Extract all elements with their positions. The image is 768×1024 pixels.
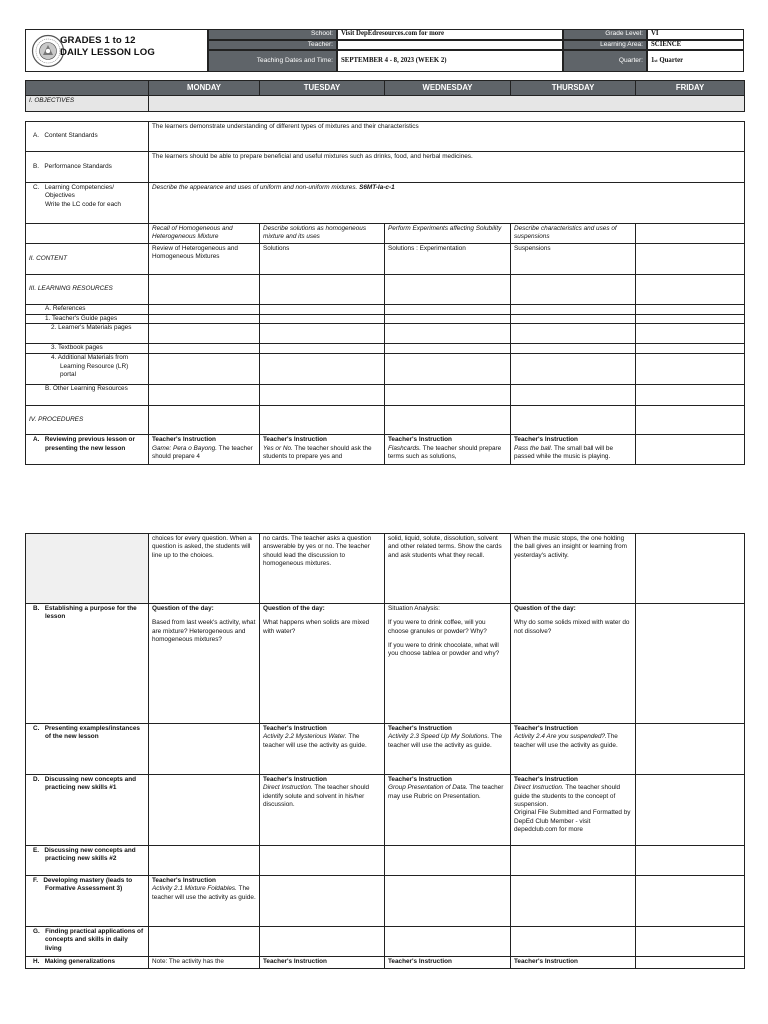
discussing-1-wednesday-activity: Group Presentation of Data. [388,784,468,792]
quarter-word: Quarter [657,56,684,64]
references-thursday[interactable] [511,305,636,315]
reviewing-wednesday-activity: Flashcards. [388,444,422,452]
discussing-1-thursday[interactable] [511,775,636,846]
proc-monday[interactable] [149,406,260,435]
learning-competencies-value[interactable] [149,183,745,224]
am-monday[interactable] [149,354,260,385]
reviewing-thursday-part1[interactable] [511,435,636,465]
reviewing-tuesday-part1[interactable] [260,435,385,465]
question-of-day-heading: Question of the day: [152,605,214,612]
generalizations-monday[interactable]: Note: The activity has the [149,957,260,969]
quarter-number: 1 [651,56,655,64]
learning-competencies-text: Learning Competencies/ Objectives [44,184,115,200]
content-standards-letter: A. [33,132,40,140]
proc-friday[interactable] [636,406,745,435]
day-header-monday: MONDAY [149,81,260,96]
row-establishing-purpose [26,604,745,724]
grade-label: Grade Level: [563,29,647,40]
purpose-wednesday-q1: If you were to drink coffee, will you choose granules or powder? Why? [388,619,487,635]
reviewing-lesson-label [26,435,149,465]
tb-thursday[interactable] [511,344,636,354]
generalizations-thursday[interactable]: Teacher's Instruction [511,957,636,969]
resources-monday[interactable] [149,275,260,305]
row-generalizations [26,957,745,969]
presenting-examples-letter: C. [33,725,40,732]
title-line-2: DAILY LESSON LOG [60,46,155,58]
developing-mastery-text: Developing mastery (leads to Formative Assessment 3) [43,877,133,893]
reviewing-wednesday-part1[interactable] [385,435,511,465]
discussing-1-thursday-text: The teacher should guide the students to the concept of suspension. [514,784,621,808]
learning-competencies-label [26,183,149,224]
purpose-thursday[interactable] [511,604,636,724]
reviewing-thursday-part2[interactable]: When the music stops, the one holding the ball gives an insight or learning from yesterday's activity. [511,534,636,604]
purpose-friday[interactable] [636,604,745,724]
row-content [26,244,745,275]
reviewing-monday-part1[interactable] [149,435,260,465]
lesson-table-page-1 [25,80,745,112]
area-label: Learning Area: [563,40,647,50]
proc-tuesday[interactable] [260,406,385,435]
discussing-1-monday[interactable] [149,775,260,846]
learners-materials-label: 2. Learner's Materials pages [26,324,149,344]
reviewing-thursday-activity: Pass the ball. [514,444,553,452]
purpose-tuesday[interactable] [260,604,385,724]
discussing-1-tuesday-text: The teacher should identify solute and solvent in his/her discussion. [263,784,370,808]
reviewing-thursday-text: The small ball will be passed while the music is playing. [514,444,613,460]
presenting-friday[interactable] [636,724,745,775]
teachers-guide-label: 1. Teacher's Guide pages [26,315,149,324]
reviewing-lesson-letter: A. [33,436,40,444]
resources-friday[interactable] [636,275,745,305]
resources-tuesday[interactable] [260,275,385,305]
presenting-thursday-text: The teacher will use the activity as guide. [514,733,618,749]
tb-tuesday[interactable] [260,344,385,354]
discussing-2-letter: E. [33,847,40,854]
content-wednesday[interactable]: Solutions : Experimentation [385,244,511,275]
objective-tuesday[interactable]: Describe solutions as homogeneous mixture and its uses [260,224,385,244]
establishing-purpose-text: Establishing a purpose for the lesson [44,605,137,621]
lm-monday[interactable] [149,324,260,344]
title-line-1: GRADES 1 to 12 [60,35,136,46]
am-wednesday[interactable] [385,354,511,385]
day-header-thursday: THURSDAY [511,81,636,96]
presenting-examples-label [26,724,149,775]
row-learning-resources [26,275,745,305]
discussing-1-wednesday[interactable] [385,775,511,846]
presenting-wednesday-activity: Activity 2.3 Speed Up My Solutions. [388,733,490,741]
discussing-2-tuesday[interactable] [260,846,385,876]
lm-tuesday[interactable] [260,324,385,344]
row-references [26,305,745,315]
school-value[interactable]: Visit DepEdresources.com for more [337,29,563,40]
am-thursday[interactable] [511,354,636,385]
discussing-2-wednesday[interactable] [385,846,511,876]
presenting-wednesday[interactable] [385,724,511,775]
practical-applications-letter: G. [33,928,40,935]
quarter-value[interactable] [647,50,744,72]
generalizations-friday[interactable] [636,957,745,969]
performance-standards-value[interactable]: The learners should be able to prepare beneficial and useful mixtures such as drinks, food, and herbal medicines. [149,152,745,183]
day-header-blank [26,81,149,96]
teacher-instruction-heading: Teacher's Instruction [152,877,216,884]
teacher-value[interactable] [337,40,563,50]
row-discussing-2 [26,846,745,876]
generalizations-wednesday[interactable]: Teacher's Instruction [385,957,511,969]
reviewing-wednesday-text: The teacher should prepare terms such as solutions, [388,444,502,460]
question-of-day-heading: Question of the day: [263,605,325,612]
row-daily-objectives [26,224,745,244]
daily-objectives-label [26,224,149,244]
discussing-1-wednesday-text: The teacher may use Rubric on Presentation. [388,784,504,800]
am-tuesday[interactable] [260,354,385,385]
objective-thursday[interactable]: Describe characteristics and uses of suspensions [511,224,636,244]
teacher-label: Teacher: [208,40,337,50]
presenting-thursday-activity: Activity 2.4 Are you suspended?. [514,733,607,741]
teacher-instruction-heading: Teacher's Instruction [152,436,216,444]
practical-thursday[interactable] [511,927,636,957]
content-standards-label [26,122,149,152]
row-discussing-1 [26,775,745,846]
teacher-instruction-heading: Teacher's Instruction [514,436,578,444]
section-row-objectives [26,96,745,112]
row-reviewing-lesson-part1 [26,435,745,465]
day-header-wednesday: WEDNESDAY [385,81,511,96]
day-header-row [26,81,745,96]
section-procedures-label: IV. PROCEDURES [26,406,149,435]
row-learners-materials [26,324,745,344]
dates-value[interactable]: SEPTEMBER 4 - 8, 2023 (WEEK 2) [337,50,563,72]
tg-wednesday[interactable] [385,315,511,324]
presenting-thursday[interactable] [511,724,636,775]
am-friday[interactable] [636,354,745,385]
presenting-tuesday[interactable] [260,724,385,775]
reviewing-lesson-continued-label [26,534,149,604]
reviewing-wednesday-part2[interactable]: solid, liquid, solute, dissolution, solvent and other related terms. Show the cards and ask students what they recall. [385,534,511,604]
competency-text: Describe the appearance and uses of uniform and non-uniform mixtures. [152,184,358,191]
discussing-1-friday[interactable] [636,775,745,846]
or-tuesday[interactable] [260,385,385,406]
generalizations-tuesday[interactable]: Teacher's Instruction [260,957,385,969]
section-objectives-fill [149,96,745,112]
references-label: A. References [26,305,149,315]
discussing-1-text: Discussing new concepts and practicing new skills #1 [44,776,137,792]
section-resources-label: III. LEARNING RESOURCES [26,275,149,305]
purpose-wednesday-q2: If you were to drink chocolate, what will you choose tablea or powder and why? [388,641,500,658]
day-header-friday: FRIDAY [636,81,745,96]
competency-code: S6MT-Ia-c-1 [359,184,395,191]
objective-monday[interactable]: Recall of Homogeneous and Heterogeneous Mixture [149,224,260,244]
content-standards-text: Content Standards [44,132,98,140]
row-content-standards [26,122,745,152]
references-tuesday[interactable] [260,305,385,315]
section-objectives-label: I. OBJECTIVES [26,96,149,112]
row-procedures [26,406,745,435]
quarter-label: Quarter: [563,50,647,72]
teacher-instruction-heading: Teacher's Instruction [388,725,452,732]
generalizations-letter: H. [33,958,40,965]
or-wednesday[interactable] [385,385,511,406]
tg-thursday[interactable] [511,315,636,324]
discussing-1-tuesday[interactable] [260,775,385,846]
row-teachers-guide [26,315,745,324]
mastery-friday[interactable] [636,876,745,927]
resources-thursday[interactable] [511,275,636,305]
textbook-label: 3. Textbook pages [26,344,149,354]
objective-friday[interactable] [636,224,745,244]
references-wednesday[interactable] [385,305,511,315]
teacher-instruction-heading: Teacher's Instruction [263,725,327,732]
teacher-instruction-heading: Teacher's Instruction [388,776,452,783]
lm-wednesday[interactable] [385,324,511,344]
day-header-tuesday: TUESDAY [260,81,385,96]
row-presenting-examples [26,724,745,775]
content-monday[interactable]: Review of Heterogeneous and Homogeneous Mixtures [149,244,260,275]
purpose-tuesday-text: What happens when solids are mixed with water? [263,619,370,635]
presenting-wednesday-text: The teacher will use the activity as guide. [388,733,502,749]
objective-wednesday[interactable]: Perform Experiments affecting Solubility [385,224,511,244]
dates-label: Teaching Dates and Time: [208,50,337,72]
developing-mastery-letter: F. [33,877,38,884]
tg-friday[interactable] [636,315,745,324]
discussing-1-label [26,775,149,846]
learning-competencies-sub: Write the LC code for each [45,200,121,208]
practical-applications-label [26,927,149,957]
presenting-tuesday-text: The teacher will use the activity as guide. [263,733,367,749]
mastery-monday[interactable] [149,876,260,927]
mastery-monday-text: The teacher will use the activity as guide. [152,885,256,901]
establishing-purpose-letter: B. [33,605,40,612]
teacher-instruction-heading: Teacher's Instruction [514,725,578,732]
reviewing-friday-part1[interactable] [636,435,745,465]
proc-thursday[interactable] [511,406,636,435]
content-friday[interactable] [636,244,745,275]
or-friday[interactable] [636,385,745,406]
discussing-2-text: Discussing new concepts and practicing new skills #2 [44,847,136,863]
area-value[interactable]: SCIENCE [647,40,744,50]
teacher-instruction-heading: Teacher's Instruction [263,436,327,444]
row-additional-materials [26,354,745,385]
tg-monday[interactable] [149,315,260,324]
lm-thursday[interactable] [511,324,636,344]
reviewing-friday-part2[interactable] [636,534,745,604]
row-other-resources [26,385,745,406]
school-label: School: [208,29,337,40]
additional-materials-label: 4. Additional Materials from Learning Resource (LR) portal [26,354,149,385]
content-thursday[interactable]: Suspensions [511,244,636,275]
title-box [25,29,208,72]
teacher-instruction-heading: Teacher's Instruction [514,776,578,783]
generalizations-text: Making generalizations [44,958,116,965]
discussing-1-tuesday-activity: Direct Instruction. [263,784,313,792]
discussing-2-thursday[interactable] [511,846,636,876]
grade-value[interactable]: VI [647,29,744,40]
lesson-table-objectives [25,121,745,465]
content-standards-value[interactable]: The learners demonstrate understanding of different types of mixtures and their characteristics [149,122,745,152]
tb-friday[interactable] [636,344,745,354]
purpose-wednesday[interactable] [385,604,511,724]
resources-wednesday[interactable] [385,275,511,305]
discussing-2-friday[interactable] [636,846,745,876]
row-textbook [26,344,745,354]
performance-standards-label [26,152,149,183]
practical-tuesday[interactable] [260,927,385,957]
reviewing-tuesday-activity: Yes or No. [263,444,293,452]
presenting-monday[interactable] [149,724,260,775]
proc-wednesday[interactable] [385,406,511,435]
reviewing-monday-activity: Game: Pera o Bayong. [152,444,218,452]
discussing-1-letter: D. [33,776,40,783]
tg-tuesday[interactable] [260,315,385,324]
reviewing-monday-text: The teacher should prepare 4 [152,444,253,460]
depedclub-note: Original File Submitted and Formatted by DepEd Club Member - visit depedclub.com for more [514,809,631,833]
purpose-thursday-text: Why do some solids mixed with water do not dissolve? [514,619,630,635]
performance-standards-text: Performance Standards [44,162,112,170]
generalizations-label [26,957,149,969]
row-reviewing-lesson-part2 [26,534,745,604]
learning-competencies-letter: C. [33,184,40,191]
reviewing-monday-part2[interactable]: choices for every question. When a question is asked, the students will line up to the choices. [149,534,260,604]
content-tuesday[interactable]: Solutions [260,244,385,275]
practical-applications-text: Finding practical applications of concepts and skills in daily living [45,928,144,952]
purpose-monday-text: Based from last week's activity, what are mixture? Heterogeneous and homogeneous mixtures? [152,619,256,643]
section-content-label: II. CONTENT [26,244,149,275]
lm-friday[interactable] [636,324,745,344]
document-title [60,35,155,58]
row-performance-standards [26,152,745,183]
reviewing-tuesday-part2[interactable]: no cards. The teacher asks a question answerable by yes or no. The teacher should lead the discussion to homogeneous mixtures. [260,534,385,604]
lesson-table-page-2 [25,533,745,969]
practical-friday[interactable] [636,927,745,957]
performance-standards-letter: B. [33,162,40,170]
developing-mastery-label [26,876,149,927]
presenting-tuesday-activity: Activity 2.2 Mysterious Water. [263,733,347,741]
references-friday[interactable] [636,305,745,315]
mastery-tuesday[interactable] [260,876,385,927]
tb-monday[interactable] [149,344,260,354]
or-monday[interactable] [149,385,260,406]
mastery-wednesday[interactable] [385,876,511,927]
discussing-2-label [26,846,149,876]
or-thursday[interactable] [511,385,636,406]
mastery-thursday[interactable] [511,876,636,927]
reviewing-tuesday-text: The teacher should ask the students to prepare yes and [263,444,372,460]
reviewing-lesson-text: Reviewing previous lesson or presenting the new lesson [44,436,135,452]
row-developing-mastery [26,876,745,927]
lesson-log-header [25,29,744,72]
tb-wednesday[interactable] [385,344,511,354]
row-learning-competencies [26,183,745,224]
mastery-monday-activity: Activity 2.1 Mixture Foldables. [152,885,237,893]
purpose-monday[interactable] [149,604,260,724]
quarter-suffix: st [654,58,658,64]
practical-monday[interactable] [149,927,260,957]
question-of-day-heading: Question of the day: [514,605,576,612]
discussing-1-thursday-activity: Direct Instruction. [514,784,564,792]
situation-analysis-heading: Situation Analysis: [388,605,440,612]
practical-wednesday[interactable] [385,927,511,957]
teacher-instruction-heading: Teacher's Instruction [263,776,327,783]
references-monday[interactable] [149,305,260,315]
presenting-examples-text: Presenting examples/instances of the new lesson [44,725,140,741]
other-resources-label: B. Other Learning Resources [26,385,149,406]
discussing-2-monday[interactable] [149,846,260,876]
establishing-purpose-label [26,604,149,724]
teacher-instruction-heading: Teacher's Instruction [388,436,452,444]
row-practical-applications [26,927,745,957]
